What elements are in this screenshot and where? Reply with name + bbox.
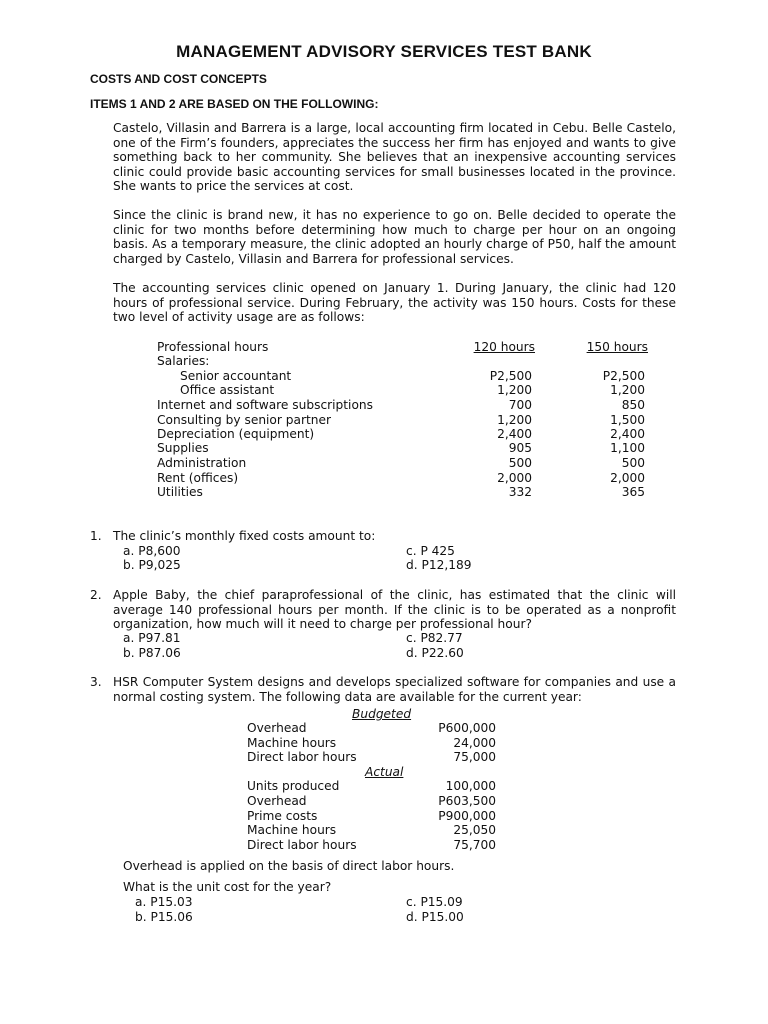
table-cell-120: 332 bbox=[508, 485, 532, 499]
paragraph-3: The accounting services clinic opened on January 1. During January, the clinic had 120 hours of professional service. During February, the activity was 150 hours. Costs for these two level of activity usage are as follows: bbox=[113, 281, 676, 325]
data-label: Machine hours bbox=[247, 736, 337, 750]
table-cell-120: 1,200 bbox=[497, 383, 532, 397]
question-text: Apple Baby, the chief paraprofessional of the clinic, has estimated that the clinic will average 140 professional hours per month. If the clinic is to be operated as a nonprofit organization, how much will it need to charge per professional hour? bbox=[113, 588, 676, 632]
table-row-label: Depreciation (equipment) bbox=[157, 427, 315, 441]
table-cell-120: 905 bbox=[508, 441, 532, 455]
data-label: Units produced bbox=[247, 779, 340, 793]
table-row-label: Consulting by senior partner bbox=[157, 413, 331, 427]
question-number: 2. bbox=[90, 588, 102, 602]
data-value: 24,000 bbox=[453, 736, 496, 750]
choice-a: a. P8,600 bbox=[123, 544, 181, 558]
table-cell-150: 1,200 bbox=[610, 383, 645, 397]
table-cell-150: 1,100 bbox=[610, 441, 645, 455]
table-cell-120: 700 bbox=[508, 398, 532, 412]
choice-c: c. P82.77 bbox=[406, 631, 463, 645]
table-row-label: Administration bbox=[157, 456, 247, 470]
data-label: Overhead bbox=[247, 794, 307, 808]
data-value: P900,000 bbox=[438, 809, 496, 823]
actual-label: Actual bbox=[365, 765, 404, 779]
choice-b: b. P9,025 bbox=[123, 558, 181, 572]
data-label: Machine hours bbox=[247, 823, 337, 837]
table-row-label: Supplies bbox=[157, 441, 209, 455]
paragraph-2: Since the clinic is brand new, it has no experience to go on. Belle decided to operate the clinic for two months before determining how much to charge per hour on an ongoing basis. As a temporary measure, the clinic adopted an hourly charge of P50, half the amount charged by Castelo, Villasin and Barrera for professional services. bbox=[113, 208, 676, 266]
section-heading: COSTS AND COST CONCEPTS bbox=[90, 72, 267, 86]
choice-d: d. P12,189 bbox=[406, 558, 472, 572]
table-cell-150: 2,400 bbox=[610, 427, 645, 441]
table-cell-150: 365 bbox=[621, 485, 645, 499]
table-cell-120: 2,000 bbox=[497, 471, 532, 485]
page-title: MANAGEMENT ADVISORY SERVICES TEST BANK bbox=[176, 42, 592, 61]
data-label: Direct labor hours bbox=[247, 838, 357, 852]
table-row-label: Office assistant bbox=[180, 383, 275, 397]
table-header-150: 150 hours bbox=[586, 340, 648, 354]
data-label: Overhead bbox=[247, 721, 307, 735]
table-cell-120: 2,400 bbox=[497, 427, 532, 441]
data-value: P600,000 bbox=[438, 721, 496, 735]
table-cell-120: P2,500 bbox=[489, 369, 532, 383]
table-cell-150: 500 bbox=[621, 456, 645, 470]
table-cell-150: P2,500 bbox=[602, 369, 645, 383]
question-prompt: What is the unit cost for the year? bbox=[123, 880, 332, 894]
overhead-note: Overhead is applied on the basis of direct labor hours. bbox=[123, 859, 455, 873]
choice-b: b. P15.06 bbox=[135, 910, 193, 924]
choice-c: c. P15.09 bbox=[406, 895, 463, 909]
items-header: ITEMS 1 AND 2 ARE BASED ON THE FOLLOWING: bbox=[90, 97, 379, 111]
question-number: 3. bbox=[90, 675, 102, 689]
choice-d: d. P15.00 bbox=[406, 910, 464, 924]
choice-c: c. P 425 bbox=[406, 544, 455, 558]
table-cell-150: 1,500 bbox=[610, 413, 645, 427]
data-label: Prime costs bbox=[247, 809, 318, 823]
budgeted-label: Budgeted bbox=[352, 707, 412, 721]
table-row-label: Salaries: bbox=[157, 354, 210, 368]
table-row-label: Utilities bbox=[157, 485, 203, 499]
data-value: P603,500 bbox=[438, 794, 496, 808]
paragraph-1: Castelo, Villasin and Barrera is a large, local accounting firm located in Cebu. Belle Castelo, one of the Firm’s founders, appreciates the success her firm has enjoyed and wants to give something back to her community. She believes that an inexpensive accounting services clinic could provide basic accounting services for small businesses located in the province. She wants to price the services at cost. bbox=[113, 121, 676, 194]
choice-b: b. P87.06 bbox=[123, 646, 181, 660]
table-row-label: Senior accountant bbox=[180, 369, 292, 383]
question-text: The clinic’s monthly fixed costs amount to: bbox=[113, 529, 376, 543]
table-cell-150: 2,000 bbox=[610, 471, 645, 485]
table-header-120: 120 hours bbox=[473, 340, 535, 354]
data-value: 75,700 bbox=[453, 838, 496, 852]
data-value: 25,050 bbox=[453, 823, 496, 837]
choice-a: a. P15.03 bbox=[135, 895, 193, 909]
table-cell-120: 1,200 bbox=[497, 413, 532, 427]
question-number: 1. bbox=[90, 529, 102, 543]
table-cell-120: 500 bbox=[508, 456, 532, 470]
table-cell-150: 850 bbox=[621, 398, 645, 412]
data-label: Direct labor hours bbox=[247, 750, 357, 764]
table-header-label: Professional hours bbox=[157, 340, 269, 354]
table-row-label: Internet and software subscriptions bbox=[157, 398, 373, 412]
table-row-label: Rent (offices) bbox=[157, 471, 239, 485]
data-value: 75,000 bbox=[453, 750, 496, 764]
question-text: HSR Computer System designs and develops specialized software for companies and use a normal costing system. The following data are available for the current year: bbox=[113, 675, 676, 704]
data-value: 100,000 bbox=[445, 779, 496, 793]
choice-d: d. P22.60 bbox=[406, 646, 464, 660]
choice-a: a. P97.81 bbox=[123, 631, 181, 645]
